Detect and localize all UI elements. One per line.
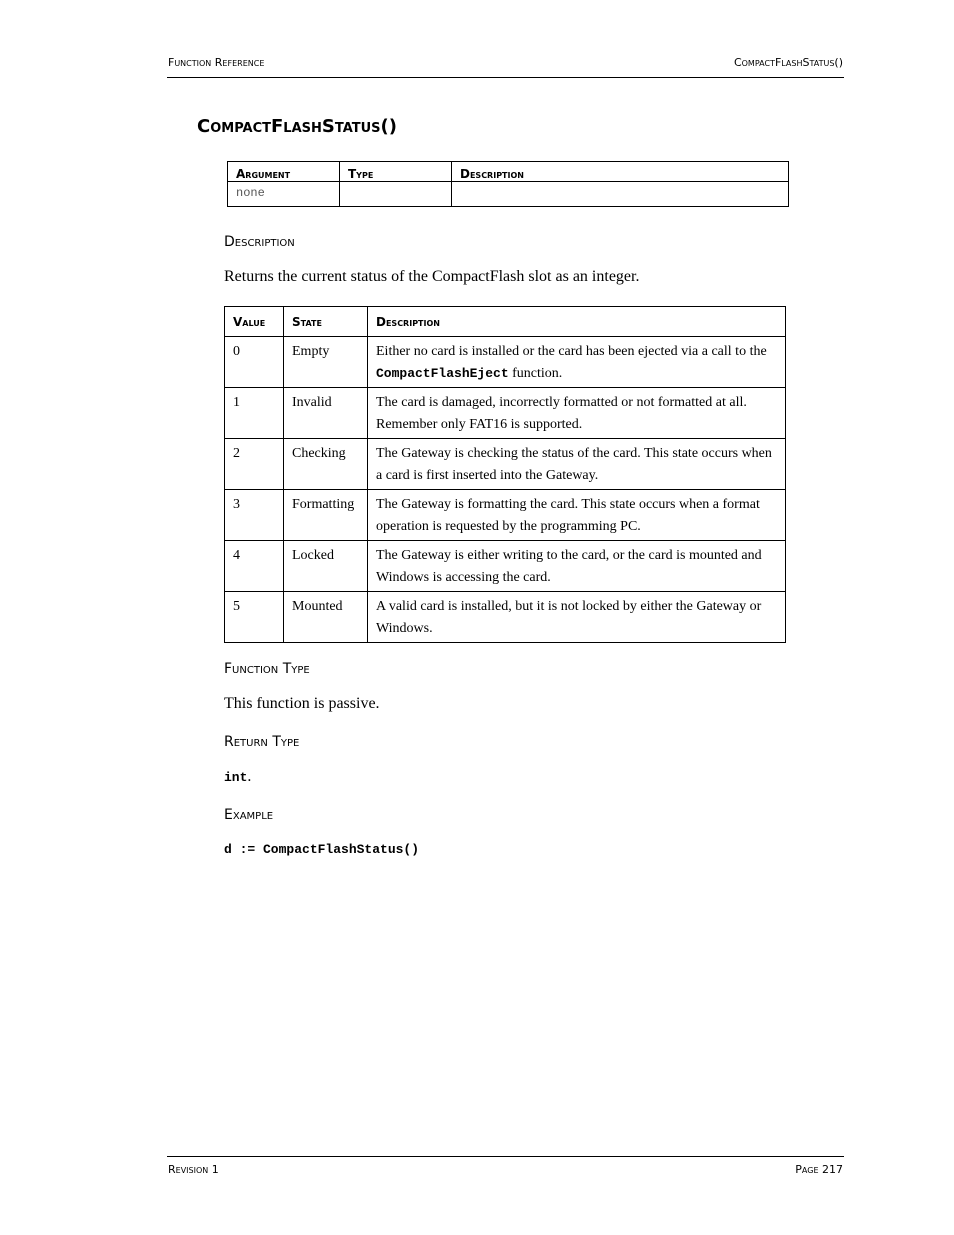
state-cell: Empty <box>284 337 368 388</box>
table-row <box>228 182 789 207</box>
table-row <box>225 592 786 643</box>
table-row <box>225 490 786 541</box>
values-table <box>224 306 786 643</box>
description-text: Returns the current status of the CompactFlash slot as an integer. <box>224 268 640 285</box>
arguments-header-row <box>228 162 789 182</box>
value-cell: 3 <box>225 490 284 541</box>
table-row <box>225 439 786 490</box>
value-cell: 2 <box>225 439 284 490</box>
arguments-header-description: Description <box>452 162 789 182</box>
value-cell: 4 <box>225 541 284 592</box>
arguments-table <box>227 161 789 207</box>
example-code: d := CompactFlashStatus() <box>224 842 420 857</box>
return-type-line <box>224 768 251 786</box>
table-row <box>225 337 786 388</box>
argument-cell: none <box>228 182 340 207</box>
function-type-heading: Function Type <box>224 661 310 677</box>
state-cell: Formatting <box>284 490 368 541</box>
state-cell: Locked <box>284 541 368 592</box>
state-description-cell: The Gateway is either writing to the card, or the card is mounted and Windows is accessing the card. <box>368 541 786 592</box>
arguments-header-type: Type <box>340 162 452 182</box>
values-header-description: Description <box>368 307 786 337</box>
header-rule <box>167 77 844 78</box>
return-type-code: int <box>224 770 248 785</box>
state-cell: Mounted <box>284 592 368 643</box>
page-title: CompactFlashStatus() <box>197 116 397 137</box>
footer-left: Revision 1 <box>168 1163 219 1176</box>
footer-rule <box>167 1156 844 1157</box>
values-header-state: State <box>284 307 368 337</box>
state-description-cell: The Gateway is formatting the card. This state occurs when a format operation is requested by the programming PC. <box>368 490 786 541</box>
description-text-part: Either no card is installed or the card has been ejected via a call to the <box>376 344 767 359</box>
values-header-row <box>225 307 786 337</box>
running-header-left: Function Reference <box>168 56 265 69</box>
page-number: Page 217 <box>795 1163 843 1176</box>
values-header-value: Value <box>225 307 284 337</box>
value-cell: 0 <box>225 337 284 388</box>
state-description-cell: The Gateway is checking the status of the card. This state occurs when a card is first inserted into the Gateway. <box>368 439 786 490</box>
state-description-cell <box>368 337 786 388</box>
arguments-header-argument: Argument <box>228 162 340 182</box>
return-type-heading: Return Type <box>224 734 300 750</box>
description-text-part: function. <box>508 366 563 381</box>
state-description-cell: The card is damaged, incorrectly formatted or not formatted at all. Remember only FAT16 is supported. <box>368 388 786 439</box>
value-cell: 5 <box>225 592 284 643</box>
example-heading: Example <box>224 807 274 823</box>
running-header-right: CompactFlashStatus() <box>733 56 843 69</box>
state-cell: Invalid <box>284 388 368 439</box>
function-code: CompactFlashEject <box>376 366 509 381</box>
table-row <box>225 541 786 592</box>
return-type-suffix: . <box>247 768 252 785</box>
type-cell <box>340 182 452 207</box>
description-heading: Description <box>224 234 295 250</box>
state-description-cell: A valid card is installed, but it is not locked by either the Gateway or Windows. <box>368 592 786 643</box>
value-cell: 1 <box>225 388 284 439</box>
table-row <box>225 388 786 439</box>
state-cell: Checking <box>284 439 368 490</box>
description-cell <box>452 182 789 207</box>
function-type-text: This function is passive. <box>224 695 380 712</box>
